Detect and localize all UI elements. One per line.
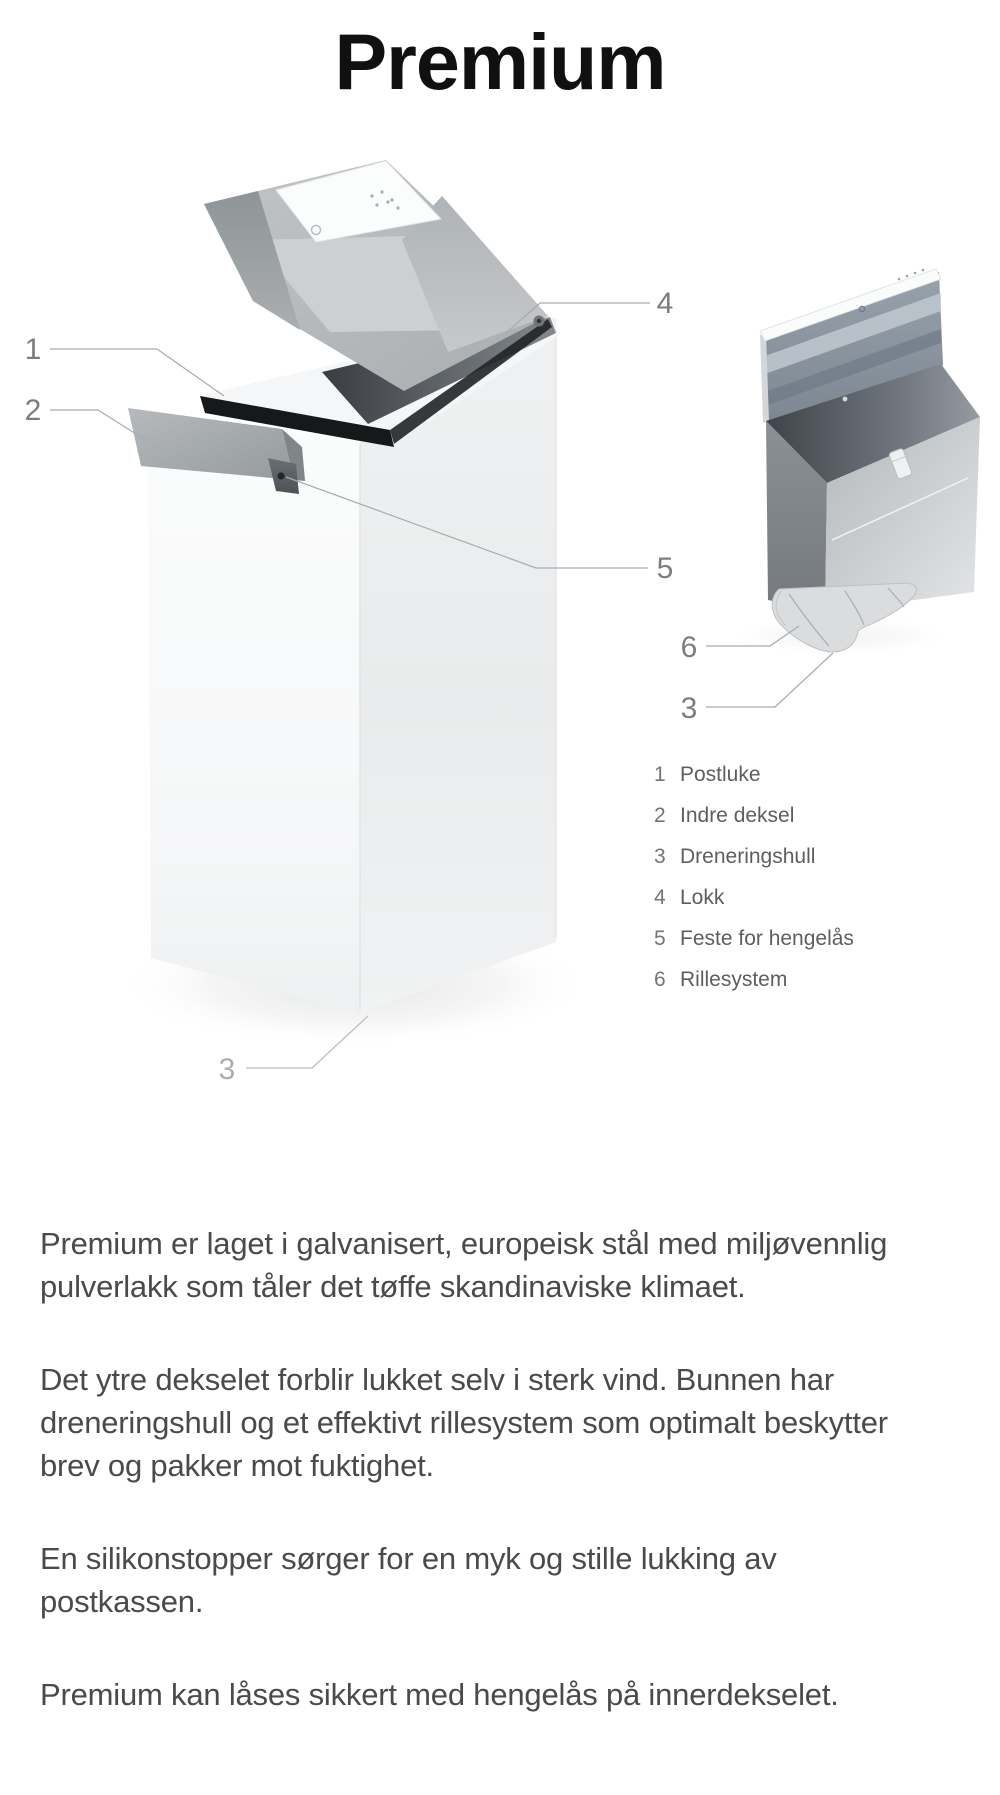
text-line: Premium kan låses sikkert med hengelås på innerdekselet. bbox=[40, 1677, 839, 1712]
page-title: Premium bbox=[334, 17, 666, 106]
legend-number: 3 bbox=[654, 844, 666, 868]
text-line: Det ytre dekselet forblir lukket selv i sterk vind. Bunnen har bbox=[40, 1362, 834, 1397]
legend-item-feste-for-hengelas bbox=[654, 918, 854, 959]
legend-number: 1 bbox=[654, 762, 666, 786]
legend-number: 2 bbox=[654, 803, 666, 827]
text-line: Premium er laget i galvanisert, europeisk stål med miljøvennlig bbox=[40, 1226, 888, 1261]
callout-number-2: 2 bbox=[24, 394, 42, 427]
text-line: En silikonstopper sørger for en myk og stille lukking av bbox=[40, 1541, 777, 1576]
text-line: dreneringshull og et effektivt rillesystem som optimalt beskytter bbox=[40, 1405, 888, 1440]
legend-number: 4 bbox=[654, 885, 666, 909]
callout-number-3-secondary: 3 bbox=[680, 692, 698, 725]
hinge-screw-center bbox=[537, 319, 541, 323]
callout-line-1 bbox=[50, 349, 224, 396]
legend-label: Dreneringshull bbox=[680, 844, 816, 868]
text-line: brev og pakker mot fuktighet. bbox=[40, 1448, 434, 1483]
main-box-front-face bbox=[148, 418, 360, 1013]
paragraph-material bbox=[40, 1222, 965, 1308]
legend-item-rillesystem bbox=[654, 959, 854, 1000]
callout-number-3-main: 3 bbox=[218, 1053, 236, 1086]
secondary-mailbox bbox=[725, 269, 980, 656]
legend-item-postluke bbox=[654, 754, 854, 795]
text-line: pulverlakk som tåler det tøffe skandinaviske klimaet. bbox=[40, 1269, 746, 1304]
legend-item-indre-deksel bbox=[654, 795, 854, 836]
legend-number: 5 bbox=[654, 926, 666, 950]
legend-label: Feste for hengelås bbox=[680, 926, 854, 950]
text-line: postkassen. bbox=[40, 1584, 204, 1619]
legend-label: Lokk bbox=[680, 885, 725, 909]
legend-label: Postluke bbox=[680, 762, 761, 786]
paragraph-silicone-stopper bbox=[40, 1537, 965, 1623]
padlock-hole bbox=[277, 472, 284, 479]
callout-number-4: 4 bbox=[656, 287, 674, 320]
paragraph-weather bbox=[40, 1358, 965, 1487]
parts-legend bbox=[654, 754, 854, 1000]
product-description bbox=[40, 1222, 965, 1766]
paragraph-lock bbox=[40, 1673, 965, 1716]
callout-number-1: 1 bbox=[24, 333, 42, 366]
legend-number: 6 bbox=[654, 967, 666, 991]
main-mailbox bbox=[115, 160, 595, 1047]
callout-number-5: 5 bbox=[656, 552, 674, 585]
callout-number-6: 6 bbox=[680, 631, 698, 664]
interior-hole bbox=[843, 397, 848, 402]
callout-line-3-secondary bbox=[706, 653, 833, 707]
legend-item-lokk bbox=[654, 877, 854, 918]
legend-item-dreneringshull bbox=[654, 836, 854, 877]
legend-label: Indre deksel bbox=[680, 803, 795, 827]
legend-label: Rillesystem bbox=[680, 967, 788, 991]
